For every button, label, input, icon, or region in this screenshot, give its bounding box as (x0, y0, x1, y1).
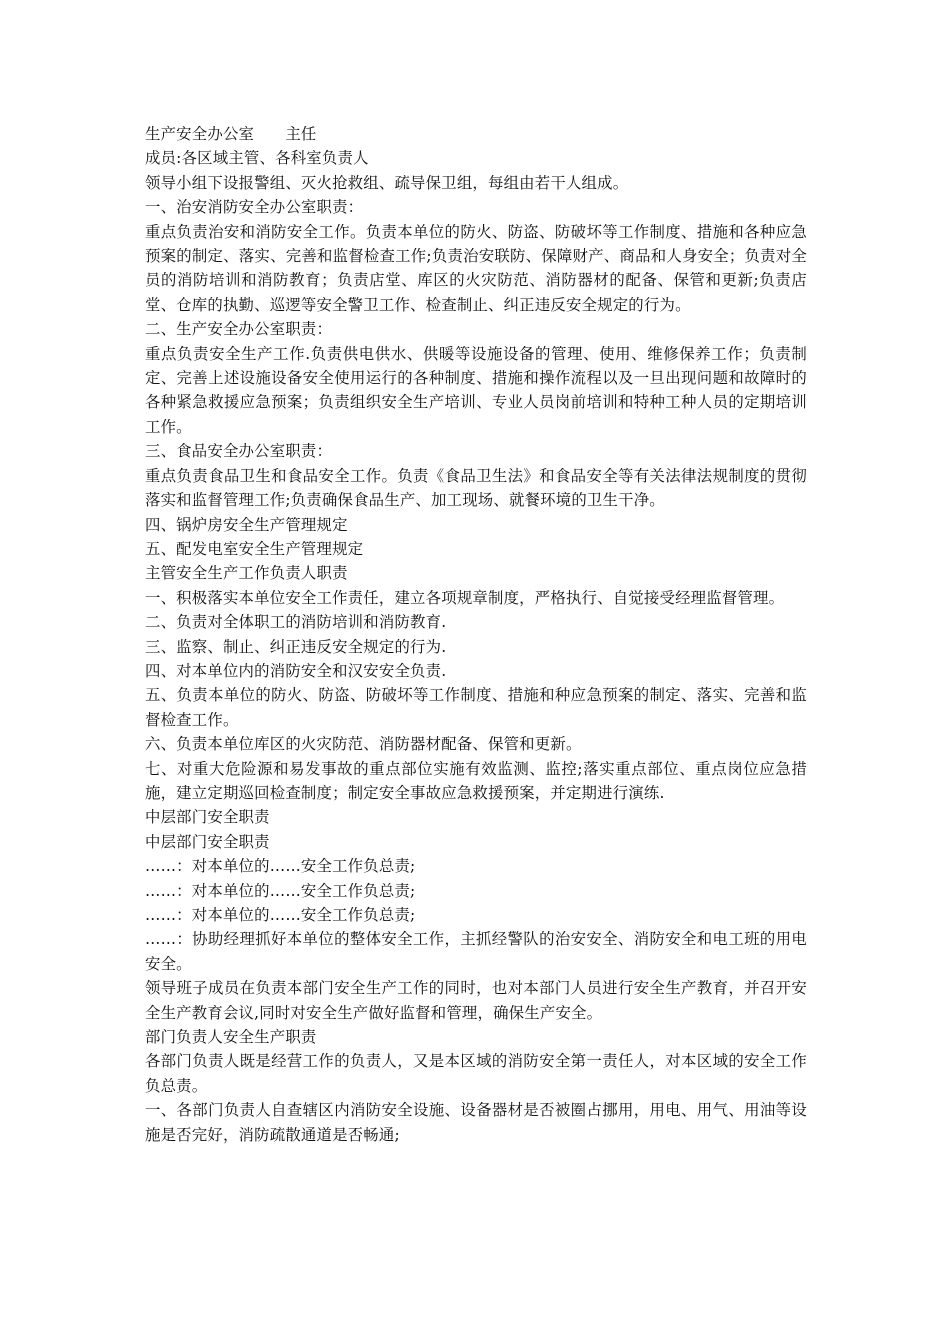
heading-power-room-rules: 五、配发电室安全生产管理规定 (145, 539, 364, 558)
list-item-dept-head-1: 一、各部门负责人自查辖区内消防安全设施、设备器材是否被圈占挪用，用电、用气、用油等设施是否完好，消防疏散通道是否畅通; (145, 1101, 807, 1144)
heading-middle-dept-duties: 中层部门安全职责 (145, 808, 270, 827)
heading-middle-dept-duties-repeat: 中层部门安全职责 (145, 832, 270, 851)
list-item-supervisor-7: 七、对重大危险源和易发事故的重点部位实施有效监测、监控;落实重点部位、重点岗位应急措施，建立定期巡回检查制度；制定安全事故应急救援预案，并定期进行演练. (145, 759, 807, 802)
list-item-supervisor-1: 一、积极落实本单位安全工作责任，建立各项规章制度，严格执行、自觉接受经理监督管理。 (145, 588, 785, 607)
document-page (145, 122, 807, 1147)
list-item-middle-dept-3: ……：对本单位的……安全工作负总责; (145, 906, 416, 924)
list-item-supervisor-2: 二、负责对全体职工的消防培训和消防教育. (145, 613, 447, 632)
list-item-middle-dept-2: ……：对本单位的……安全工作负总责; (145, 881, 416, 900)
paragraph-leadership-team: 领导班子成员在负责本部门安全生产工作的同时，也对本部门人员进行安全生产教育，并召开安全生产教育会议,同时对安全生产做好监督和管理，确保生产安全。 (145, 979, 807, 1022)
paragraph-members: 成员:各区域主管、各科室负责人 (145, 149, 369, 168)
paragraph-production-safety-duties: 重点负责安全生产工作.负责供电供水、供暖等设施设备的管理、使用、维修保养工作；负责制定、完善上述设施设备安全使用运行的各种制度、措施和操作流程以及一旦出现问题和故障时的各种紧急救援应急预案；负责组织安全生产培训、专业人员岗前培训和特种工种人员的定期培训工作。 (145, 344, 807, 436)
paragraph-office-director: 生产安全办公室 主任 (145, 125, 317, 143)
list-item-supervisor-3: 三、监察、制止、纠正违反安全规定的行为. (145, 637, 447, 656)
heading-dept-head-duties: 部门负责人安全生产职责 (145, 1028, 317, 1047)
list-item-supervisor-5: 五、负责本单位的防火、防盗、防破坏等工作制度、措施和种应急预案的制定、落实、完善和监督检查工作。 (145, 686, 807, 729)
paragraph-food-safety-duties: 重点负责食品卫生和食品安全工作。负责《食品卫生法》和食品安全等有关法律法规制度的贯彻落实和监督管理工作;负责确保食品生产、加工现场、就餐环境的卫生干净。 (145, 466, 807, 510)
list-item-supervisor-6: 六、负责本单位库区的火灾防范、消防器材配备、保管和更新。 (145, 735, 582, 754)
list-item-middle-dept-4: ……：协助经理抓好本单位的整体安全工作，主抓经警队的治安安全、消防安全和电工班的用电安全。 (145, 930, 807, 973)
list-item-supervisor-4: 四、对本单位内的消防安全和汉安安全负责. (145, 661, 447, 680)
paragraph-dept-head-role: 各部门负责人既是经营工作的负责人，又是本区域的消防安全第一责任人，对本区域的安全工作负总责。 (145, 1052, 807, 1095)
heading-production-safety-office-duties: 二、生产安全办公室职责： (145, 320, 333, 339)
heading-supervisor-duties: 主管安全生产工作负责人职责 (145, 564, 348, 583)
paragraph-group-composition: 领导小组下设报警组、灭火抢救组、疏导保卫组，每组由若干人组成。 (145, 173, 629, 192)
heading-boiler-room-rules: 四、锅炉房安全生产管理规定 (145, 515, 348, 534)
heading-food-safety-office-duties: 三、食品安全办公室职责： (145, 442, 333, 461)
list-item-middle-dept-1: ……：对本单位的……安全工作负总责; (145, 857, 416, 876)
paragraph-security-fire-duties: 重点负责治安和消防安全工作。负责本单位的防火、防盗、防破坏等工作制度、措施和各种应急预案的制定、落实、完善和监督检查工作;负责治安联防、保障财产、商品和人身安全；负责对全员的消防培训和消防教育；负责店堂、库区的火灾防范、消防器材的配备、保管和更新;负责店堂、仓库的执勤、巡逻等安全警卫工作、检查制止、纠正违反安全规定的行为。 (145, 222, 807, 314)
heading-security-fire-office-duties: 一、治安消防安全办公室职责： (145, 198, 364, 217)
